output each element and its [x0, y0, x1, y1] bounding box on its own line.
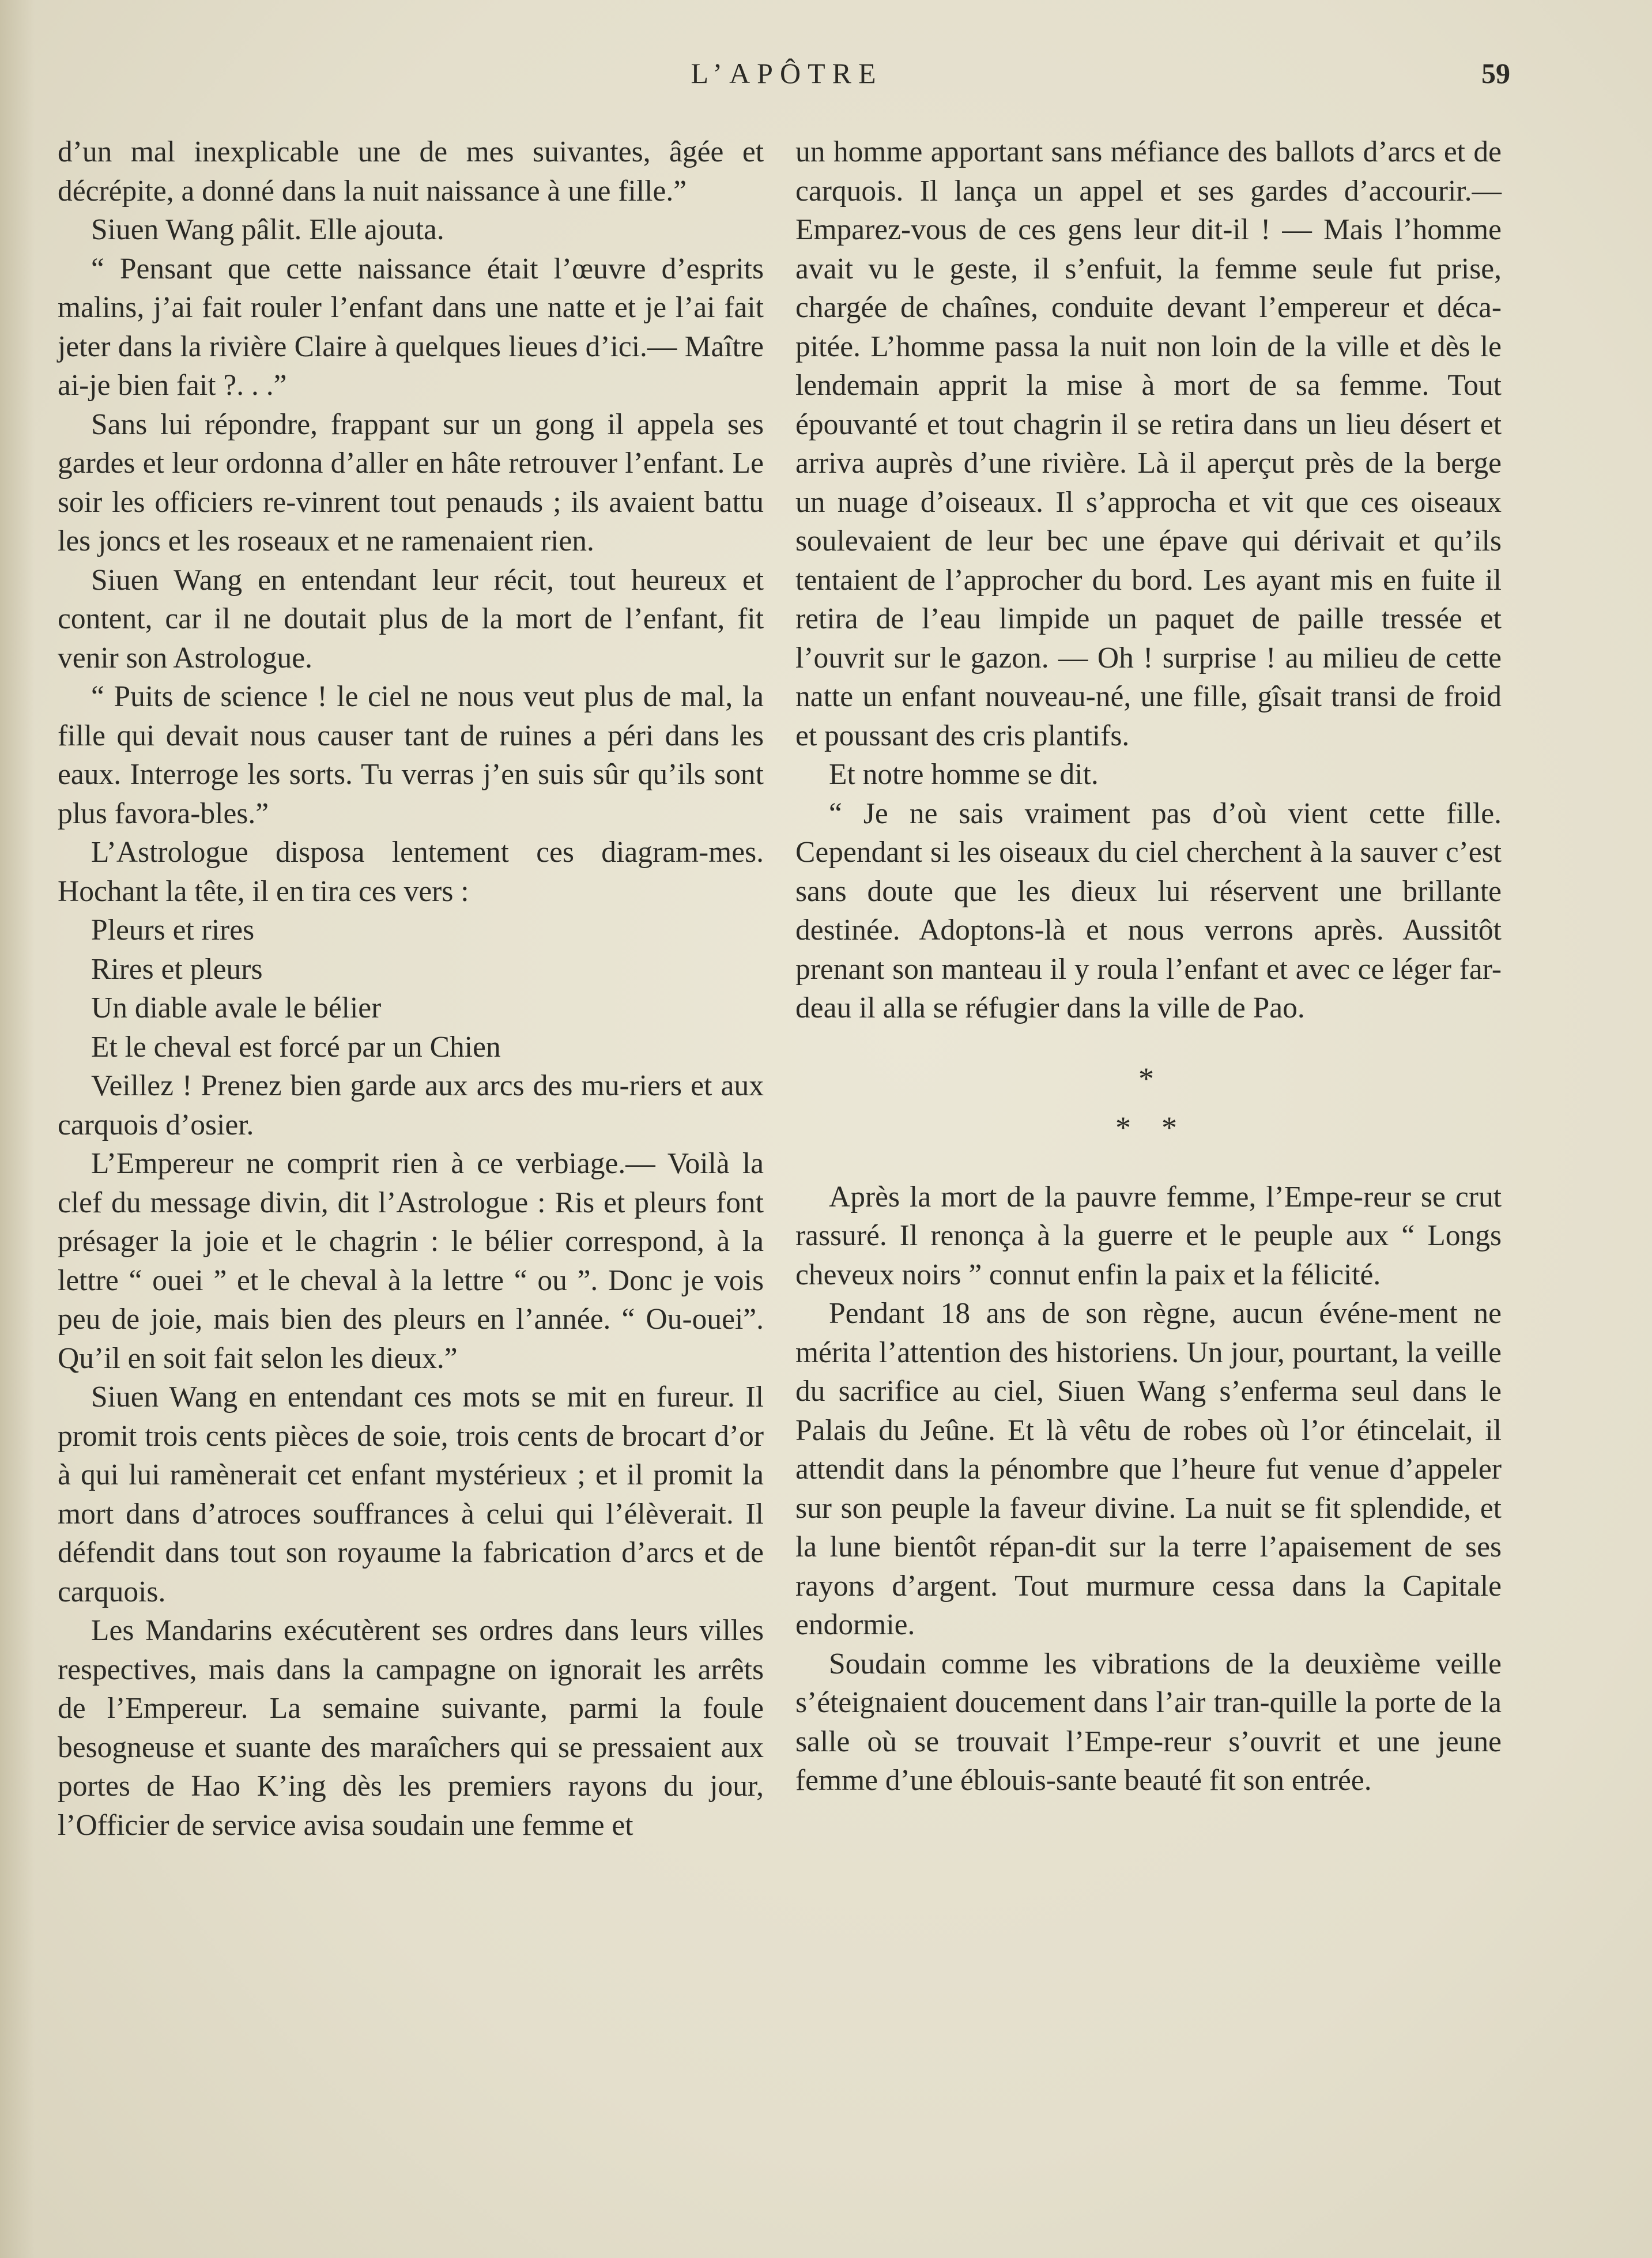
- right-column: [795, 133, 1502, 1800]
- paragraph: “ Puits de science ! le ciel ne nous veut plus de mal, la fille qui devait nous causer tant de ruines a péri dans les eaux. Interroge les sorts. Tu verras j’en suis sûr qu’ils sont plus favora-bles.”: [58, 680, 764, 830]
- paragraph: L’Empereur ne comprit rien à ce verbiage.— Voilà la clef du message divin, dit l’Astrologue : Ris et pleurs font présager la joie et le chagrin : le bélier correspond, à la lettre “ ouei ” et le cheval à la lettre “ ou ”. Donc je vois peu de joie, mais bien des pleurs en l’année. “ Ou-ouei”. Qu’il en soit fait selon les dieux.”: [58, 1147, 764, 1375]
- paragraph: Et notre homme se dit.: [829, 758, 1099, 791]
- page-number: 59: [1481, 57, 1510, 89]
- separator-asterisk: *: [1138, 1061, 1154, 1096]
- paragraph: un homme apportant sans méfiance des ballots d’arcs et de carquois. Il lança un appel et ses gardes d’accourir.—Emparez-vous de ces gens leur dit-il ! — Mais l’homme avait vu le geste, il s’enfuit, la femme seule fut prise, chargée de chaînes, conduite devant l’empereur et déca-pitée. L’homme passa la nuit non loin de la ville et dès le lendemain apprit la mise à mort de sa femme. Tout épouvanté et tout chagrin il se retira dans un lieu désert et arriva auprès d’une rivière. Là il aperçut près de la berge un nuage d’oiseaux. Il s’approcha et vit que ces oiseaux soulevaient de leur bec une épave qui dérivait et qu’ils tentaient de l’approcher du bord. Les ayant mis en fuite il retira de l’eau limpide un paquet de paille tressée et l’ouvrit sur le gazon. — Oh ! surprise ! au milieu de cette natte un enfant nouveau-né, une fille, gîsait transi de froid et poussant des cris plantifs.: [795, 135, 1502, 752]
- paragraph: Siuen Wang pâlit. Elle ajouta.: [91, 213, 444, 246]
- paragraph: Pendant 18 ans de son règne, aucun événe-ment ne mérita l’attention des historiens. Un jour, pourtant, la veille du sacrifice au ciel, Siuen Wang s’enferma seul dans le Palais du Jeûne. Et là vêtu de robes où l’or étincelait, il attendit dans la pénombre que l’heure fut venue d’appeler sur son peuple la faveur divine. La nuit se fit splendide, et la lune bientôt répan-dit sur la terre l’apaisement de ses rayons d’argent. Tout murmure cessa dans la Capitale endormie.: [795, 1297, 1502, 1641]
- paragraph: “ Pensant que cette naissance était l’œuvre d’esprits malins, j’ai fait rouler l’enfant dans une natte et je l’ai fait jeter dans la rivière Claire à quelques lieues d’ici.— Maître ai-je bien fait ?. . .”: [58, 252, 764, 402]
- verse-line: Veillez ! Prenez bien garde aux arcs des mu-riers et aux carquois d’osier.: [58, 1069, 764, 1141]
- verse-line: Rires et pleurs: [91, 952, 263, 986]
- separator-asterisk: *: [1161, 1110, 1177, 1145]
- left-column: [58, 133, 764, 1845]
- separator-asterisk: *: [1115, 1110, 1131, 1145]
- verse-line: Et le cheval est forcé par un Chien: [91, 1030, 501, 1064]
- section-separator: [795, 1028, 1502, 1178]
- paragraph: Siuen Wang en entendant ces mots se mit en fureur. Il promit trois cents pièces de soie, trois cents de brocart d’or à qui lui ramènerait cet enfant mystérieux ; et il promit la mort dans d’atroces souffrances à celui qui l’élèverait. Il défendit dans tout son royaume la fabrication d’arcs et de carquois.: [58, 1381, 764, 1608]
- paragraph: Siuen Wang en entendant leur récit, tout heureux et content, car il ne doutait plus de la mort de l’enfant, fit venir son Astrologue.: [58, 563, 764, 674]
- paragraph: d’un mal inexplicable une de mes suivantes, âgée et décrépite, a donné dans la nuit naissance à une fille.”: [58, 135, 764, 208]
- paragraph: Les Mandarins exécutèrent ses ordres dans leurs villes respectives, mais dans la campagne on ignorait les arrêts de l’Empereur. La semaine suivante, parmi la foule besogneuse et suante des maraîchers qui se pressaient aux portes de Hao K’ing dès les premiers rayons du jour, l’Officier de service avisa soudain une femme et: [58, 1614, 764, 1842]
- page-header: [0, 56, 1652, 103]
- paragraph: Sans lui répondre, frappant sur un gong il appela ses gardes et leur ordonna d’aller en hâte retrouver l’enfant. Le soir les officiers re-vinrent tout penauds ; ils avaient battu les joncs et les roseaux et ne ramenaient rien.: [58, 408, 764, 557]
- running-title: L’APÔTRE: [691, 57, 883, 89]
- verse-line: Un diable avale le bélier: [91, 992, 382, 1024]
- paragraph: L’Astrologue disposa lentement ces diagram-mes. Hochant la tête, il en tira ces vers :: [58, 836, 764, 908]
- paragraph: “ Je ne sais vraiment pas d’où vient cette fille. Cependant si les oiseaux du ciel cherchent à la sauver c’est sans doute que les dieux lui réservent une brillante destinée. Adoptons-là et nous verrons après. Aussitôt prenant son manteau il y roula l’enfant et avec ce léger far-deau il alla se réfugier dans la ville de Pao.: [795, 797, 1502, 1024]
- paragraph: Après la mort de la pauvre femme, l’Empe-reur se crut rassuré. Il renonça à la guerre et le peuple aux “ Longs cheveux noirs ” connut enfin la paix et la félicité.: [795, 1180, 1502, 1291]
- verse-line: Pleurs et rires: [91, 914, 255, 947]
- paragraph: Soudain comme les vibrations de la deuxième veille s’éteignaient doucement dans l’air tran-quille la porte de la salle où se trouvait l’Empe-reur s’ouvrit et une jeune femme d’une éblouis-sante beauté fit son entrée.: [795, 1647, 1502, 1797]
- page-gutter-shadow: [0, 0, 35, 2258]
